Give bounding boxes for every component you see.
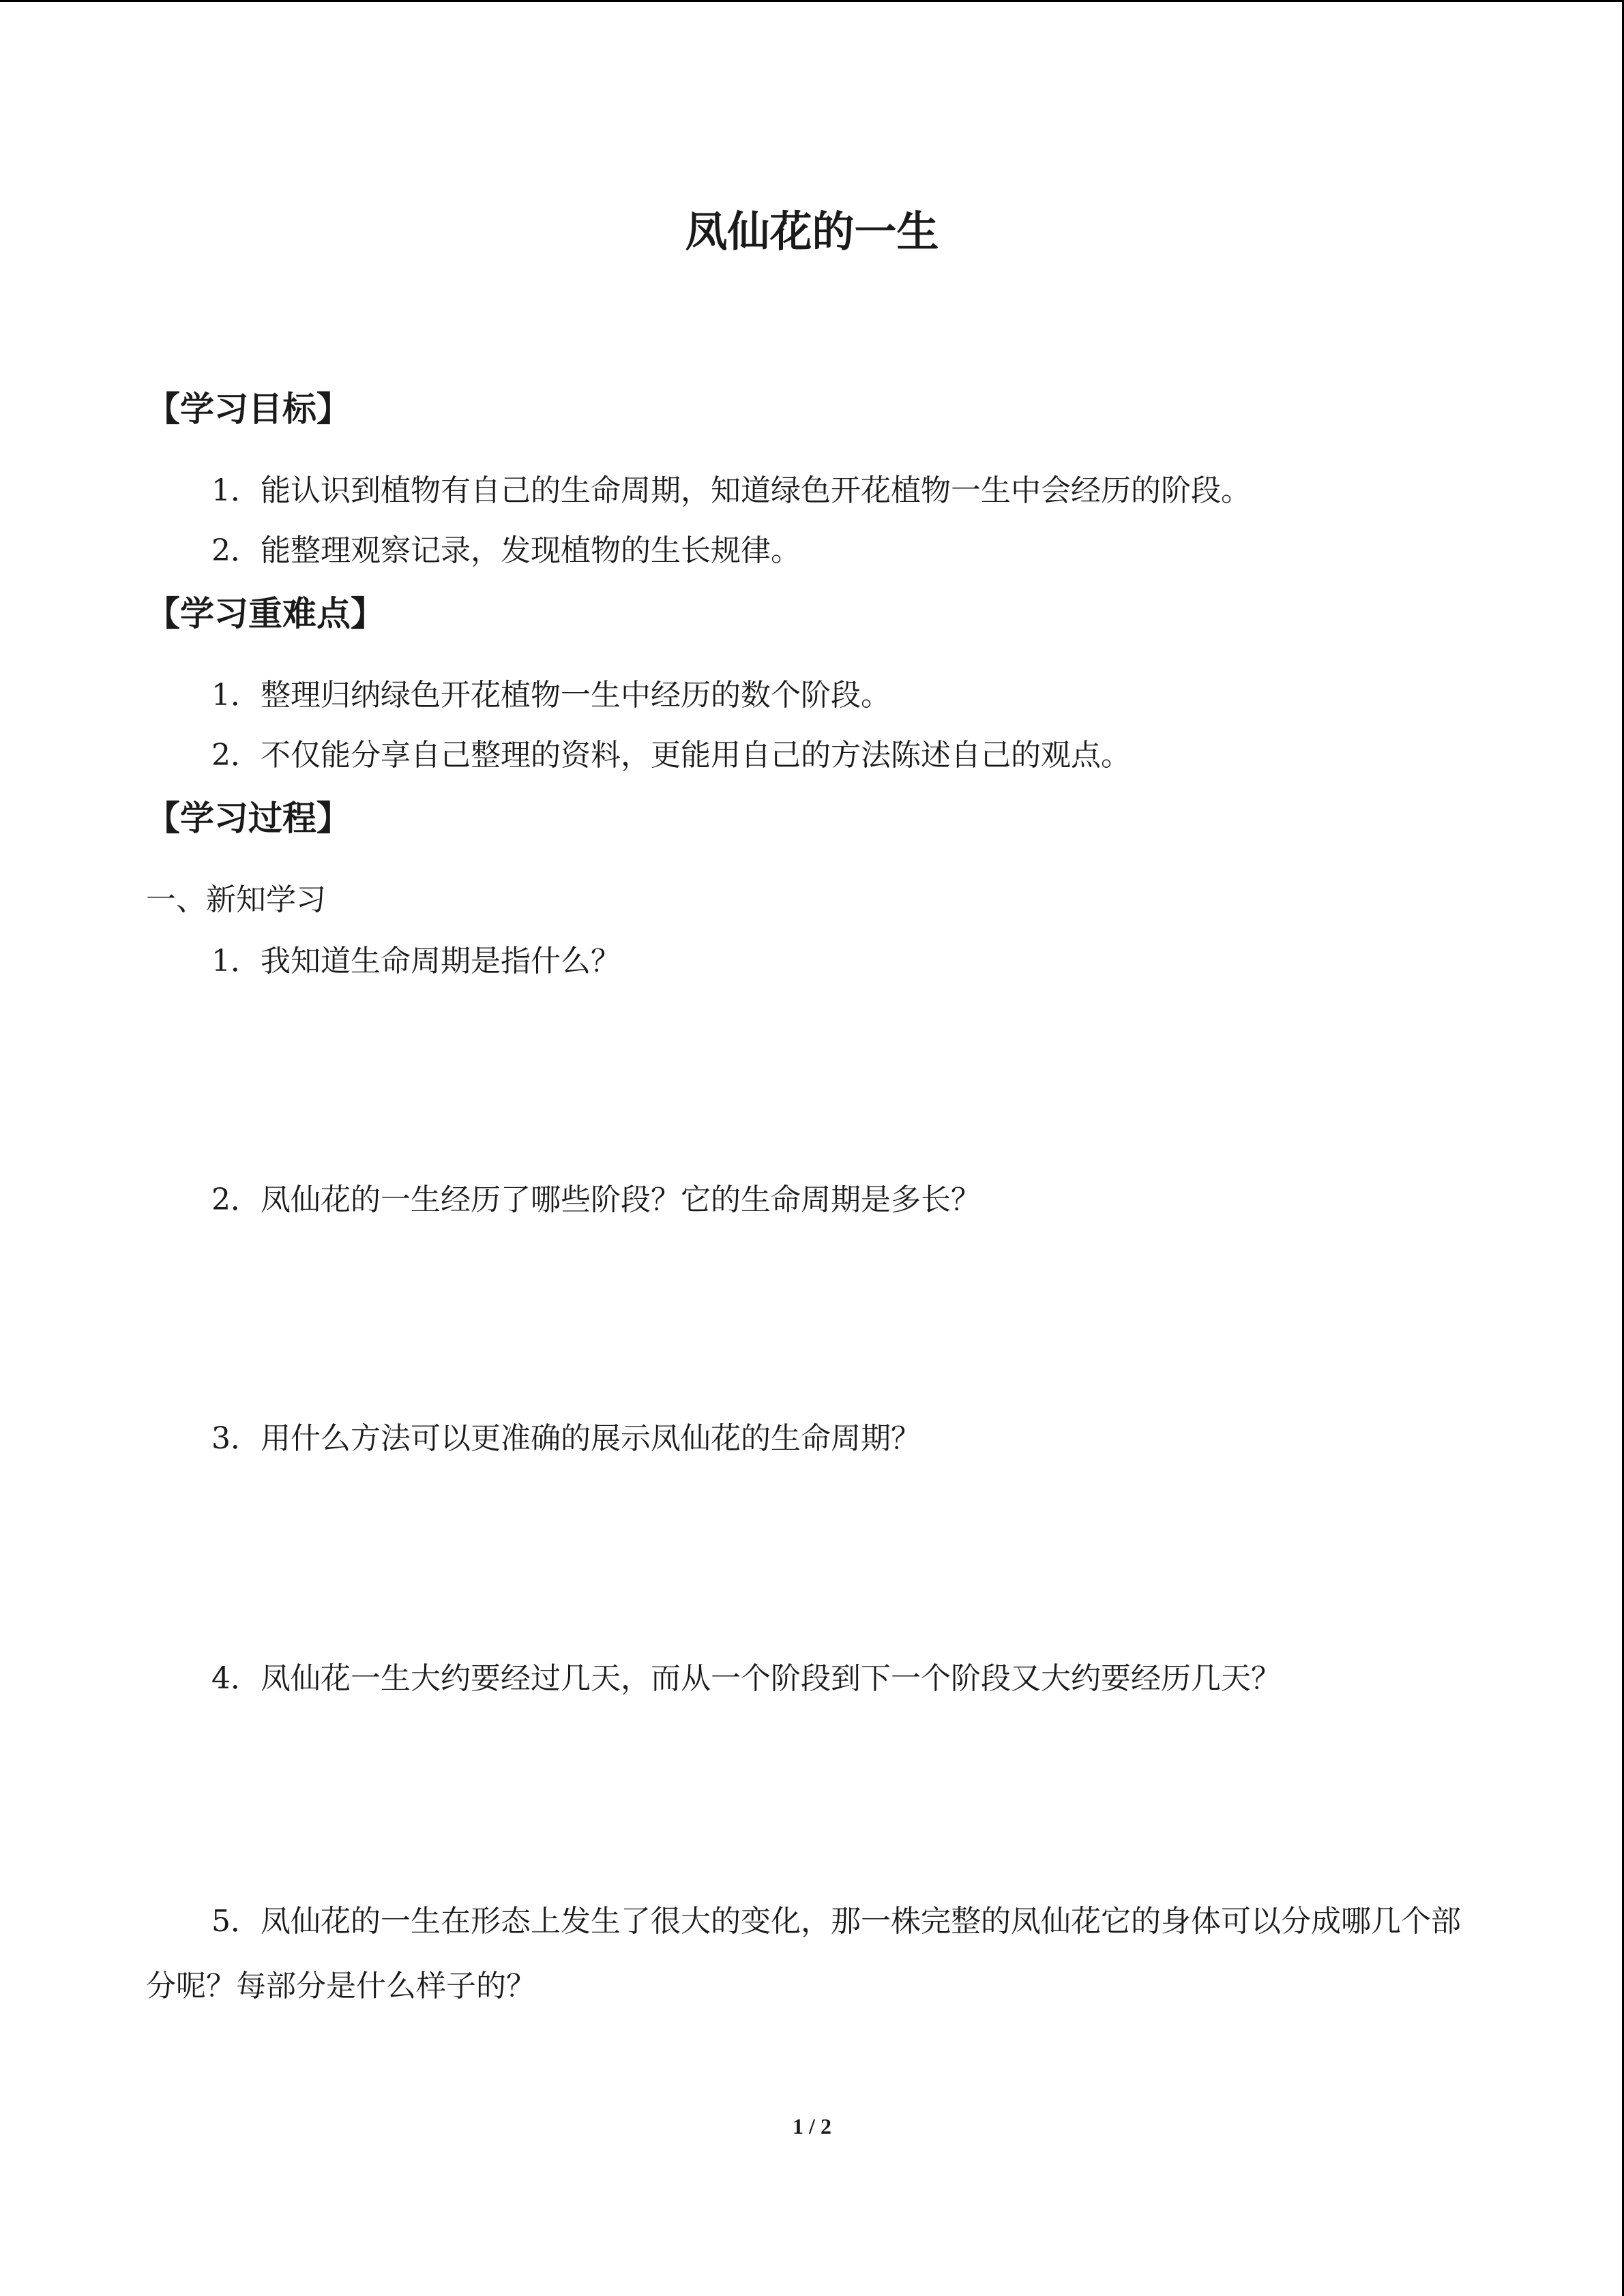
question-3: 3．用什么方法可以更准确的展示凤仙花的生命周期？ [211,1421,921,1456]
objective-item-1: 1．能认识到植物有自己的生命周期，知道绿色开花植物一生中会经历的阶段。 [211,473,1251,508]
section-title: 一、新知学习 [146,882,326,917]
question-5: 5．凤仙花的一生在形态上发生了很大的变化，那一株完整的凤仙花它的身体可以分成哪几个部分呢？每部分是什么样子的？ [146,1904,1461,2003]
page-border-top [0,0,1624,2]
question-1: 1．我知道生命周期是指什么？ [211,944,621,979]
key-point-item-1: 1．整理归纳绿色开花植物一生中经历的数个阶段。 [211,678,891,713]
question-4: 4．凤仙花一生大约要经过几天，而从一个阶段到下一个阶段又大约要经历几天？ [211,1661,1281,1696]
objectives-heading: 【学习目标】 [146,389,351,429]
key-point-item-2: 2．不仅能分享自己整理的资料，更能用自己的方法陈述自己的观点。 [211,738,1131,773]
question-2: 2．凤仙花的一生经历了哪些阶段？它的生命周期是多长？ [211,1182,981,1217]
page-title: 凤仙花的一生 [685,207,939,256]
objective-item-2: 2．能整理观察记录，发现植物的生长规律。 [211,533,801,568]
key-points-heading: 【学习重难点】 [146,594,385,633]
page-number: 1 / 2 [793,2114,831,2138]
process-heading: 【学习过程】 [146,799,351,838]
